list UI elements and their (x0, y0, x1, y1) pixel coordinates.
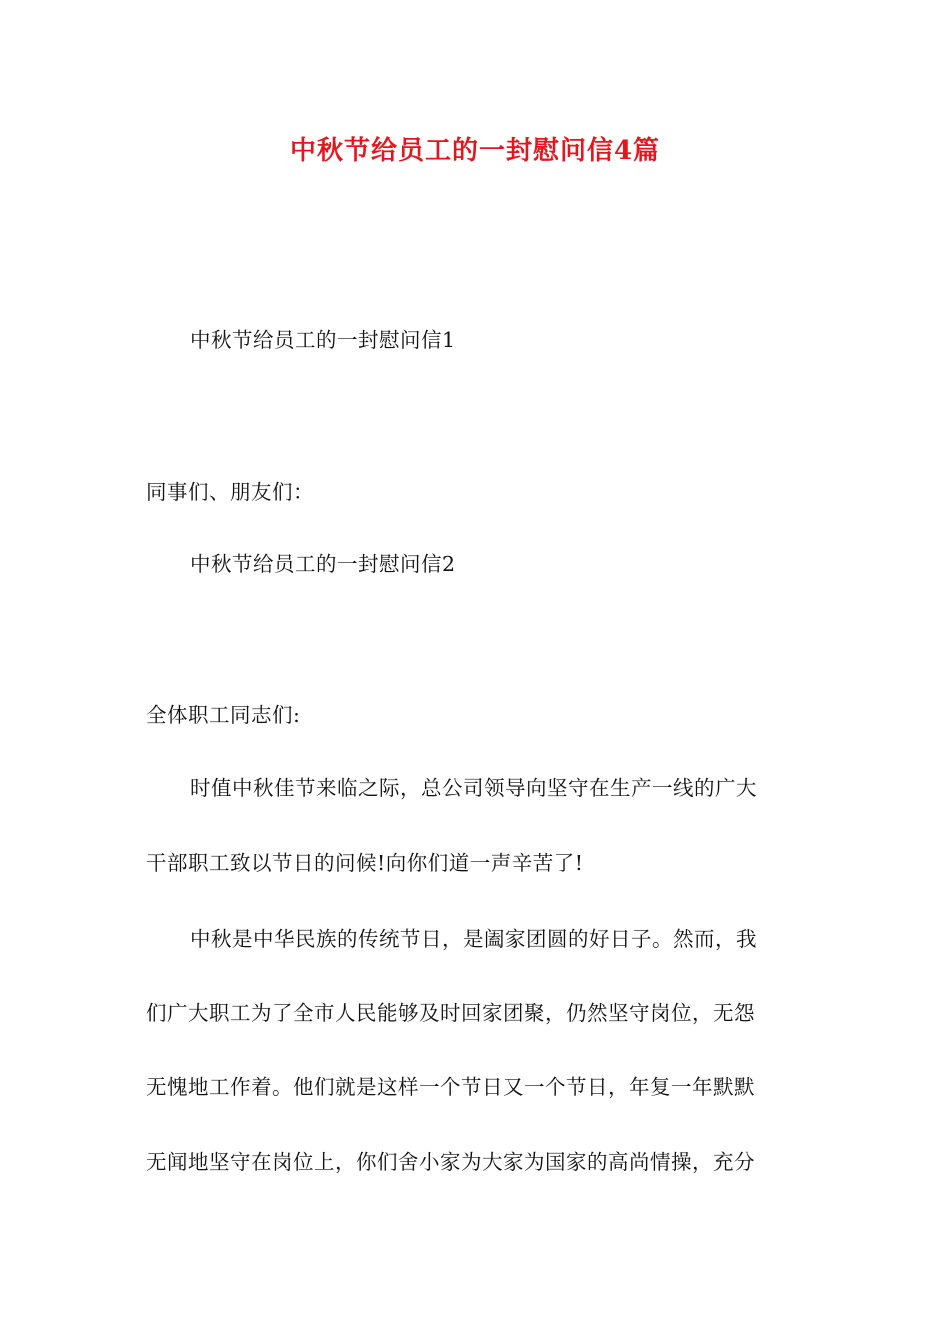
salutation-2: 全体职工同志们: (146, 703, 301, 727)
salutation-1: 同事们、朋友们： (146, 480, 314, 504)
paragraph-line: 们广大职工为了全市人民能够及时回家团聚，仍然坚守岗位，无怨 (146, 1001, 755, 1025)
letter-heading-2: 中秋节给员工的一封慰问信2 (190, 552, 456, 576)
letter-heading-1: 中秋节给员工的一封慰问信1 (190, 328, 456, 352)
document-title: 中秋节给员工的一封慰问信4篇 (289, 136, 661, 166)
paragraph-line: 中秋是中华民族的传统节日，是阖家团圆的好日子。然而，我 (190, 927, 757, 951)
paragraph-line: 无闻地坚守在岗位上，你们舍小家为大家为国家的高尚情操，充分 (146, 1150, 755, 1174)
paragraph-line: 干部职工致以节日的问候!向你们道一声辛苦了! (146, 851, 584, 875)
paragraph-line: 时值中秋佳节来临之际，总公司领导向坚守在生产一线的广大 (190, 776, 757, 800)
paragraph-line: 无愧地工作着。他们就是这样一个节日又一个节日，年复一年默默 (146, 1075, 755, 1099)
